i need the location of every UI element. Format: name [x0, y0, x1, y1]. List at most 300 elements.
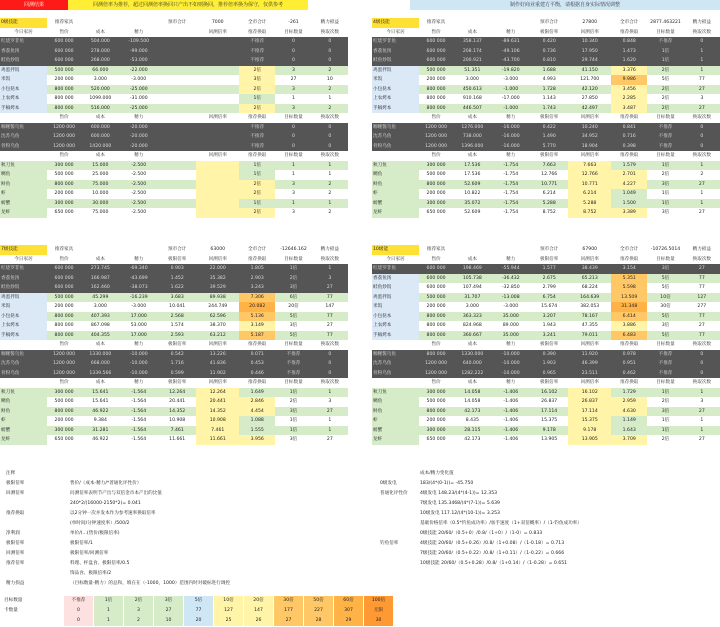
value-cell: 404.355: [81, 331, 119, 341]
item-name-cell: [372, 151, 419, 161]
value-cell: 500 000: [419, 293, 453, 303]
value-cell: 77: [312, 312, 348, 322]
table-row: [372, 397, 720, 407]
table-row: [0, 85, 348, 95]
value-cell: 600 000: [419, 37, 453, 47]
value-cell: 42.173: [464, 437, 481, 442]
table-row: [0, 264, 348, 274]
table-row: [372, 85, 720, 95]
value-cell: 31.707: [453, 293, 491, 303]
table-row: [372, 208, 720, 218]
value-cell: 38.439: [568, 264, 611, 274]
value-cell: 2.701: [611, 170, 647, 180]
value-cell: 500 000: [426, 399, 446, 404]
skill-level-tag: 4级技能: [372, 18, 419, 28]
column-header: 推荐换取: [611, 28, 647, 38]
value-cell: 516.000: [81, 104, 119, 114]
value-cell: 27: [698, 323, 705, 328]
value-cell: 精力: [120, 340, 158, 350]
item-name-cell: 红烧罗非鱼: [372, 264, 419, 274]
note-text: 极限倍率/回测倍率: [70, 551, 109, 556]
value-cell: -89.631: [492, 37, 530, 47]
value-cell: 17.000: [120, 312, 158, 322]
value-cell: -1.000: [492, 85, 530, 95]
table-row: [0, 142, 348, 152]
value-cell: 824.968: [462, 323, 482, 328]
value-cell: -1.000: [492, 104, 530, 114]
value-cell: 1200 000: [419, 369, 453, 379]
value-cell: 13.905: [541, 437, 558, 442]
note-label: 推荐倍率: [6, 561, 25, 566]
value-cell: 20倍: [288, 304, 299, 309]
value-cell: 1.903: [530, 359, 568, 369]
value-cell: 推荐换取: [239, 151, 275, 161]
value-cell: 9.384: [93, 418, 107, 423]
skill-level-tag: 7级技能: [0, 245, 47, 255]
value-cell: 738.000: [453, 132, 491, 142]
value-cell: -17.000: [501, 96, 520, 101]
note-text: 单价/(...(售价/极限倍率): [70, 531, 120, 536]
value-cell: 2倍: [661, 437, 670, 442]
item-name-cell: 鲟鱼: [372, 180, 419, 190]
value-cell: 34.952: [568, 132, 611, 142]
value-cell: 2.593: [158, 331, 196, 341]
value-cell: 0: [684, 37, 720, 47]
item-name-cell: 鲑鱼炒饭: [0, 56, 47, 66]
item-name-cell: 龙虾: [0, 435, 47, 445]
table-row: [0, 416, 348, 426]
value-cell: 3倍: [661, 210, 670, 215]
table-row: [0, 293, 348, 303]
value-cell: 450.613: [453, 85, 491, 95]
value-cell: 382.053: [580, 304, 600, 309]
value-cell: 30.000: [81, 199, 119, 209]
value-cell: 5倍: [275, 331, 311, 341]
item-name-cell: 龙虾: [372, 435, 419, 445]
value-cell: 0: [275, 123, 311, 133]
value-cell: 89.938: [196, 293, 239, 303]
value-cell: 6.414: [611, 312, 647, 322]
item-name-cell: 沈苏乌鱼: [0, 132, 47, 142]
meta-cell: 2877.463221: [650, 20, 681, 25]
value-cell: 3.709: [611, 435, 647, 445]
value-cell: 27: [684, 407, 720, 417]
value-cell: 换取次数: [312, 340, 348, 350]
meta-row: [0, 18, 348, 28]
value-cell: 推荐换取: [239, 113, 275, 123]
quantity-cell: 2: [124, 616, 153, 626]
value-cell: 10倍: [647, 293, 683, 303]
value-cell: 2: [312, 180, 348, 190]
value-cell: -3.000: [503, 304, 519, 309]
sub-header-row: [372, 340, 720, 350]
value-cell: 27.850: [581, 96, 598, 101]
value-cell: 0.978: [611, 350, 647, 360]
value-cell: -1.564: [131, 437, 147, 442]
quantity-cell: 无限: [364, 606, 393, 616]
column-header-row: [0, 255, 348, 265]
value-cell: 31.281: [81, 426, 119, 436]
value-cell: 0: [684, 123, 720, 133]
value-cell: 6.214: [568, 189, 611, 199]
quantity-cell: 227: [304, 606, 333, 616]
value-cell: 成本: [81, 378, 119, 388]
sheet-table: [0, 18, 348, 218]
value-cell: [158, 199, 196, 209]
value-cell: 650 000: [54, 210, 74, 215]
item-name-cell: 虾: [0, 416, 47, 426]
value-cell: 目标数量: [647, 113, 683, 123]
value-cell: 20.441: [169, 399, 186, 404]
value-cell: [196, 161, 239, 171]
column-header: 精力: [492, 28, 530, 38]
table-row: [0, 321, 348, 331]
value-cell: 3.149: [239, 321, 275, 331]
note-text: 10级发电 117.12/(4*(10-1))= 3.253: [420, 511, 500, 516]
item-name-cell: 虾: [372, 189, 419, 199]
value-cell: -25.000: [120, 104, 158, 114]
value-cell: [158, 113, 196, 123]
value-cell: 164.639: [568, 293, 611, 303]
value-cell: 500 000: [47, 66, 81, 76]
value-cell: 1200 000: [47, 132, 81, 142]
quantity-cell: 307: [334, 606, 363, 616]
item-name-cell: 红烧罗非鱼: [372, 37, 419, 47]
value-cell: 1.490: [530, 132, 568, 142]
sheet-panel-p3: [0, 245, 348, 445]
value-cell: 600 000: [419, 56, 453, 66]
table-row: [0, 47, 348, 57]
value-cell: 成本: [81, 113, 119, 123]
value-cell: 42.120: [568, 85, 611, 95]
multiplier-header: 30倍: [274, 596, 303, 606]
value-cell: 0: [312, 37, 348, 47]
value-cell: 回测倍率: [568, 113, 611, 123]
value-cell: 0.736: [530, 47, 568, 57]
row-label: 目标数量: [4, 598, 23, 603]
value-cell: 回测倍率: [196, 113, 239, 123]
value-cell: 1.622: [158, 283, 196, 293]
value-cell: 46.922: [92, 437, 109, 442]
value-cell: 800 000: [47, 312, 81, 322]
meta-cell: -12646.162: [280, 247, 307, 252]
value-cell: 1330.000: [453, 350, 491, 360]
value-cell: -1.406: [503, 399, 519, 404]
value-cell: 0: [684, 369, 720, 379]
meta-cell: 精力损益: [692, 247, 712, 252]
value-cell: 3.683: [158, 293, 196, 303]
value-cell: [158, 47, 196, 57]
value-cell: 600 000: [47, 264, 81, 274]
value-cell: 售价: [47, 340, 81, 350]
value-cell: 520.000: [81, 85, 119, 95]
value-cell: 成本: [453, 378, 491, 388]
result-label: 回测结果: [0, 0, 68, 10]
item-name-cell: 小包挞本: [0, 85, 47, 95]
table-row: [0, 75, 348, 85]
item-name-cell: 米饭: [372, 302, 419, 312]
value-cell: 8.752: [568, 208, 611, 218]
value-cell: 1: [684, 47, 720, 57]
value-cell: 300 000: [47, 388, 81, 398]
value-cell: 0.453: [239, 359, 275, 369]
column-header: 售价: [419, 255, 453, 265]
item-name-cell: 螃蟹: [372, 426, 419, 436]
value-cell: 268.000: [81, 56, 119, 66]
column-header: 成本: [453, 28, 491, 38]
value-cell: 0.462: [611, 369, 647, 379]
value-cell: -3.000: [131, 304, 147, 309]
value-cell: 13.509: [611, 293, 647, 303]
value-cell: 精力: [120, 378, 158, 388]
column-header: 换取次数: [312, 255, 348, 265]
value-cell: 66.000: [81, 66, 119, 76]
value-cell: 回测倍率: [568, 151, 611, 161]
value-cell: -10.000: [120, 369, 158, 379]
value-cell: 0.071: [239, 350, 275, 360]
note-text: 183/(4*(0-1))= -45.750: [420, 481, 474, 486]
value-cell: 208.174: [453, 47, 491, 57]
note-text: 240*2/(16000-2150*2)= 0.041: [70, 501, 141, 506]
value-cell: 0.422: [530, 123, 568, 133]
value-cell: -1.754: [492, 199, 530, 209]
value-cell: 2倍: [239, 180, 275, 190]
value-cell: 回测倍率: [196, 378, 239, 388]
item-name-cell: [0, 340, 47, 350]
item-name-cell: 秋刀鱼: [0, 161, 47, 171]
item-name-cell: 咖喱酱乌鱼: [0, 350, 47, 360]
value-cell: 1.473: [611, 47, 647, 57]
value-cell: [158, 37, 196, 47]
value-cell: -1.754: [492, 180, 530, 190]
value-cell: 精力: [120, 113, 158, 123]
item-name-cell: 鲷鱼: [372, 397, 419, 407]
value-cell: 4.227: [611, 180, 647, 190]
value-cell: 成本: [453, 113, 491, 123]
item-name-cell: 手稿烤本: [372, 331, 419, 341]
value-cell: 29.744: [568, 56, 611, 66]
value-cell: 11.902: [196, 369, 239, 379]
value-cell: 600 000: [47, 274, 81, 284]
value-cell: 3倍: [289, 437, 298, 442]
table-row: [372, 75, 720, 85]
value-cell: 0: [684, 350, 720, 360]
value-cell: 1.574: [170, 323, 184, 328]
value-cell: 273.745: [81, 264, 119, 274]
value-cell: 166.987: [81, 274, 119, 284]
value-cell: 200.921: [453, 56, 491, 66]
value-cell: 14.058: [453, 388, 491, 398]
value-cell: 1.743: [530, 104, 568, 114]
item-name-cell: 米饭: [0, 75, 47, 85]
value-cell: 27: [684, 180, 720, 190]
value-cell: 52.609: [464, 210, 481, 215]
meta-cell: [453, 245, 491, 255]
value-cell: [196, 37, 239, 47]
value-cell: 1200 000: [47, 369, 81, 379]
column-header: 换取次数: [684, 255, 720, 265]
value-cell: -25.000: [120, 85, 158, 95]
table-row: [372, 264, 720, 274]
value-cell: 极限倍率: [530, 378, 568, 388]
value-cell: 13.905: [568, 435, 611, 445]
value-cell: [196, 142, 239, 152]
note-label: 回测倍率: [6, 491, 25, 496]
value-cell: 1: [684, 426, 720, 436]
value-cell: 27: [684, 85, 720, 95]
multiplier-header: 10倍: [214, 596, 243, 606]
value-cell: 127: [684, 293, 720, 303]
value-cell: 0.848: [611, 37, 647, 47]
item-name-cell: 上农烤本: [372, 94, 419, 104]
value-cell: 500 000: [47, 293, 81, 303]
value-cell: 6倍: [275, 293, 311, 303]
value-cell: 47.355: [581, 323, 598, 328]
value-cell: 10.908: [169, 418, 186, 423]
value-cell: 2倍: [239, 189, 275, 199]
note-label: 0级发电: [380, 481, 397, 486]
value-cell: 10.000: [92, 191, 109, 196]
quantity-cell: 10: [154, 616, 183, 626]
value-cell: 售价: [47, 151, 81, 161]
value-cell: 1.729: [611, 388, 647, 398]
column-header: 换取次数: [684, 28, 720, 38]
value-cell: 62.596: [196, 312, 239, 322]
value-cell: 27: [312, 283, 348, 293]
value-cell: 77: [312, 331, 348, 341]
item-name-cell: 龙虾: [372, 208, 419, 218]
value-cell: 1420.000: [81, 142, 119, 152]
item-name-cell: [372, 378, 419, 388]
value-cell: 77: [684, 274, 720, 284]
meta-cell: [81, 245, 119, 255]
value-cell: 3: [275, 85, 311, 95]
value-cell: 800 000: [419, 331, 453, 341]
sub-header-row: [372, 378, 720, 388]
value-cell: 1: [684, 66, 720, 76]
value-cell: 25.000: [92, 172, 109, 177]
value-cell: 1倍: [275, 388, 311, 398]
value-cell: 6.483: [611, 331, 647, 341]
meta-cell: [492, 245, 530, 255]
quantity-cell: 30: [364, 616, 393, 626]
value-cell: 极限倍率: [530, 113, 568, 123]
value-cell: 500 000: [419, 66, 453, 76]
item-name-cell: 香荔鱼汤: [372, 274, 419, 284]
value-cell: [158, 208, 196, 218]
value-cell: 13.226: [196, 350, 239, 360]
value-cell: 售价: [419, 113, 453, 123]
value-cell: [158, 94, 196, 104]
table-row: [372, 416, 720, 426]
table-row: [372, 369, 720, 379]
table-row: [372, 426, 720, 436]
item-name-cell: 手稿烤本: [0, 331, 47, 341]
value-cell: 14.058: [464, 399, 481, 404]
value-cell: -43.699: [120, 274, 158, 284]
column-header: 极限倍率: [530, 255, 568, 265]
meta-cell: 精力损益: [320, 247, 340, 252]
value-cell: 360.667: [453, 331, 491, 341]
item-name-cell: 香荔鱼汤: [0, 47, 47, 57]
meta-cell: 全市合计: [620, 20, 639, 25]
value-cell: 3倍: [275, 407, 311, 417]
value-cell: 1200 000: [47, 359, 81, 369]
value-cell: 4.993: [542, 77, 556, 82]
value-cell: 600 000: [47, 37, 81, 47]
column-header: 回测倍率: [196, 28, 239, 38]
value-cell: 15.641: [92, 399, 109, 404]
column-header: 成本: [81, 28, 119, 38]
value-cell: 9.178: [530, 426, 568, 436]
table-row: [0, 180, 348, 190]
value-cell: 2: [312, 85, 348, 95]
table-row: [0, 359, 348, 369]
value-cell: 12.264: [196, 388, 239, 398]
value-cell: -16.000: [492, 123, 530, 133]
value-cell: 277: [697, 304, 707, 309]
value-cell: 成本: [81, 340, 119, 350]
value-cell: -49.106: [492, 47, 530, 57]
table-row: [0, 132, 348, 142]
value-cell: 41.150: [568, 66, 611, 76]
item-name-cell: 鲟鱼: [0, 407, 47, 417]
value-cell: 867.098: [90, 323, 110, 328]
value-cell: 3.241: [530, 331, 568, 341]
meta-cell: 27800: [582, 20, 598, 25]
value-cell: 5倍: [647, 331, 683, 341]
column-header: 目标数量: [647, 28, 683, 38]
value-cell: -109.500: [120, 37, 158, 47]
value-cell: 600 000: [426, 285, 446, 290]
value-cell: 300 000: [47, 161, 81, 171]
item-name-cell: 米饭: [372, 75, 419, 85]
value-cell: -1.406: [492, 426, 530, 436]
note-text: 基础价格倍率（0.5*钓鱼成功率）/加手速度（1+双倍概率）/（1-钓鱼成功率）: [420, 521, 582, 526]
note-text: 成本/精力变化值: [420, 471, 454, 476]
value-cell: 1: [700, 418, 704, 423]
table-row: [0, 56, 348, 66]
meta-cell: 67900: [582, 247, 598, 252]
value-cell: -10.000: [492, 369, 530, 379]
value-cell: 16.102: [530, 388, 568, 398]
value-cell: 2: [700, 172, 704, 177]
value-cell: 1: [312, 264, 348, 274]
value-cell: 5.187: [239, 331, 275, 341]
value-cell: -43.700: [492, 56, 530, 66]
value-cell: 35.000: [492, 312, 530, 322]
value-cell: 2倍: [289, 399, 298, 404]
value-cell: [158, 123, 196, 133]
value-cell: 3.000: [465, 77, 479, 82]
value-cell: 0.420: [530, 37, 568, 47]
value-cell: 不推荐: [239, 47, 275, 57]
meta-cell: 推荐家具: [426, 247, 446, 252]
table-row: [372, 293, 720, 303]
value-cell: -1.564: [120, 426, 158, 436]
value-cell: 3: [700, 399, 704, 404]
value-cell: 1: [328, 172, 332, 177]
value-cell: 1倍: [647, 47, 683, 57]
value-cell: -19.820: [492, 66, 530, 76]
value-cell: -2.500: [131, 210, 147, 215]
quantity-cell: 1: [94, 606, 123, 616]
value-cell: 3: [275, 180, 311, 190]
column-header: 售价: [47, 255, 81, 265]
value-cell: 42.497: [568, 104, 611, 114]
value-cell: 600 000: [419, 47, 453, 57]
note-label: 钓鱼倍率: [380, 541, 399, 546]
